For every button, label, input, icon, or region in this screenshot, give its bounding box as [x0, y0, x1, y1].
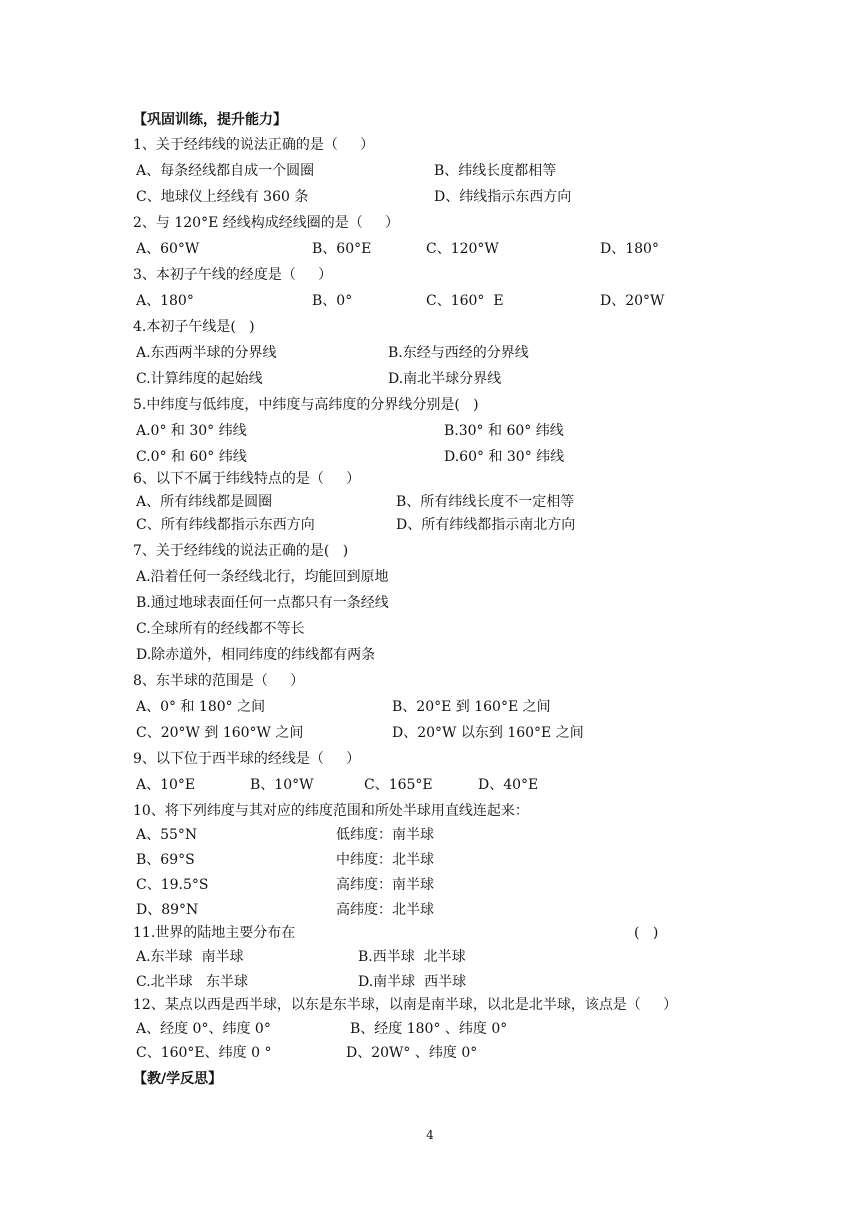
- option-d: D、180°: [600, 241, 659, 257]
- question-8-options-row1: [0, 696, 551, 718]
- option-a: A、0° 和 180° 之间: [136, 699, 266, 715]
- option-d: D、所有纬线都指示南北方向: [396, 517, 576, 533]
- question-1-stem: 1、关于经纬线的说法正确的是（ ）: [133, 137, 375, 153]
- option-c: C、所有纬线都指示东西方向: [136, 517, 315, 533]
- option-b: B.东经与西经的分界线: [388, 345, 529, 361]
- option-a: A、10°E: [136, 777, 196, 793]
- option-c: C.北半球 东半球: [136, 974, 249, 990]
- question-7-option-c: C.全球所有的经线都不等长: [136, 621, 305, 637]
- option-d: D、20°W: [600, 293, 665, 309]
- question-11-stem: 11.世界的陆地主要分布在 ( ): [0, 922, 18, 944]
- question-4-options-row2: [0, 368, 502, 390]
- question-8-options-row2: [0, 722, 584, 744]
- option-b: B、经度 180° 、纬度 0°: [350, 1021, 508, 1037]
- option-b: B、10°W: [250, 777, 314, 793]
- question-4-stem: 4.本初子午线是( ): [133, 319, 255, 335]
- matching-row: [0, 874, 434, 896]
- latitude-item: A、55°N: [136, 827, 198, 843]
- reflection-title: 【教/学反思】: [133, 1071, 223, 1087]
- option-d: D、20W° 、纬度 0°: [346, 1045, 478, 1061]
- question-1-options-row1: [0, 160, 557, 182]
- option-c: C、160°E、纬度 0 °: [136, 1045, 272, 1061]
- option-d: D、40°E: [478, 777, 539, 793]
- option-d: D、20°W 以东到 160°E 之间: [392, 725, 584, 741]
- section-title: 【巩固训练，提升能力】: [133, 112, 287, 128]
- option-a: A、所有纬线都是圆圈: [136, 494, 273, 510]
- option-c: C、地球仪上经线有 360 条: [136, 189, 309, 205]
- option-c: C、165°E: [364, 777, 433, 793]
- option-d: D、纬线指示东西方向: [434, 189, 572, 205]
- option-b: B、0°: [312, 293, 353, 309]
- latitude-range: 低纬度：南半球: [336, 827, 434, 843]
- option-c: C、20°W 到 160°W 之间: [136, 725, 304, 741]
- question-7-option-b: B.通过地球表面任何一点都只有一条经线: [136, 595, 389, 611]
- page-number: 4: [426, 1128, 434, 1142]
- question-2-options: [0, 238, 659, 260]
- question-7-option-d: D.除赤道外，相同纬度的纬线都有两条: [136, 647, 376, 663]
- option-c: C、120°W: [426, 241, 499, 257]
- question-12-options-row1: [0, 1018, 508, 1040]
- option-a: A、180°: [136, 293, 194, 309]
- question-6-stem: 6、以下不属于纬线特点的是（ ）: [133, 471, 361, 487]
- latitude-item: D、89°N: [136, 902, 199, 918]
- option-a: A.0° 和 30° 纬线: [136, 423, 247, 439]
- question-2-stem: 2、与 120°E 经线构成经线圈的是（ ）: [133, 215, 399, 231]
- question-12-stem: 12、某点以西是西半球，以东是东半球，以南是南半球，以北是北半球，该点是（ ）: [133, 997, 678, 1013]
- question-9-stem: 9、以下位于西半球的经线是（ ）: [133, 751, 361, 767]
- question-12-options-row2: [0, 1042, 478, 1064]
- question-11-options-row2: [0, 971, 467, 993]
- option-a: A、每条经线都自成一个圆圈: [136, 163, 315, 179]
- question-3-options: [0, 290, 665, 312]
- question-7-option-a: A.沿着任何一条经线北行，均能回到原地: [136, 569, 389, 585]
- question-10-stem: 10、将下列纬度与其对应的纬度范围和所处半球用直线连起来：: [133, 803, 529, 819]
- option-a: A、60°W: [136, 241, 200, 257]
- option-a: A.东半球 南半球: [136, 949, 244, 965]
- question-5-options-row1: [0, 420, 564, 442]
- question-5-stem: 5.中纬度与低纬度，中纬度与高纬度的分界线分别是( ): [133, 397, 479, 413]
- option-b: B.西半球 北半球: [358, 949, 466, 965]
- option-b: B、所有纬线长度不一定相等: [396, 494, 575, 510]
- option-b: B.30° 和 60° 纬线: [444, 423, 564, 439]
- latitude-item: C、19.5°S: [136, 877, 209, 893]
- option-b: B、20°E 到 160°E 之间: [392, 699, 551, 715]
- question-4-options-row1: [0, 342, 529, 364]
- question-9-options: [0, 774, 539, 796]
- option-c: C、160° E: [426, 293, 504, 309]
- matching-row: [0, 899, 434, 921]
- option-b: B、60°E: [312, 241, 372, 257]
- option-b: B、纬线长度都相等: [434, 163, 557, 179]
- option-d: D.南北半球分界线: [388, 371, 502, 387]
- option-d: D.南半球 西半球: [358, 974, 467, 990]
- option-c: C.计算纬度的起始线: [136, 371, 263, 387]
- latitude-range: 高纬度：北半球: [336, 902, 434, 918]
- latitude-item: B、69°S: [136, 852, 195, 868]
- question-1-options-row2: [0, 186, 572, 208]
- matching-row: [0, 849, 434, 871]
- option-a: A、经度 0°、纬度 0°: [136, 1021, 271, 1037]
- question-3-stem: 3、本初子午线的经度是（ ）: [133, 267, 333, 283]
- latitude-range: 高纬度：南半球: [336, 877, 434, 893]
- question-6-options-row2: [0, 514, 576, 536]
- question-8-stem: 8、东半球的范围是（ ）: [133, 673, 305, 689]
- question-5-options-row2: [0, 446, 565, 468]
- option-a: A.东西两半球的分界线: [136, 345, 277, 361]
- answer-paren: ( ): [634, 925, 659, 941]
- option-c: C.0° 和 60° 纬线: [136, 449, 247, 465]
- question-7-stem: 7、关于经纬线的说法正确的是( ): [133, 543, 349, 559]
- latitude-range: 中纬度：北半球: [336, 852, 434, 868]
- question-6-options-row1: [0, 491, 575, 513]
- matching-row: [0, 824, 434, 846]
- option-d: D.60° 和 30° 纬线: [444, 449, 565, 465]
- question-11-options-row1: [0, 946, 466, 968]
